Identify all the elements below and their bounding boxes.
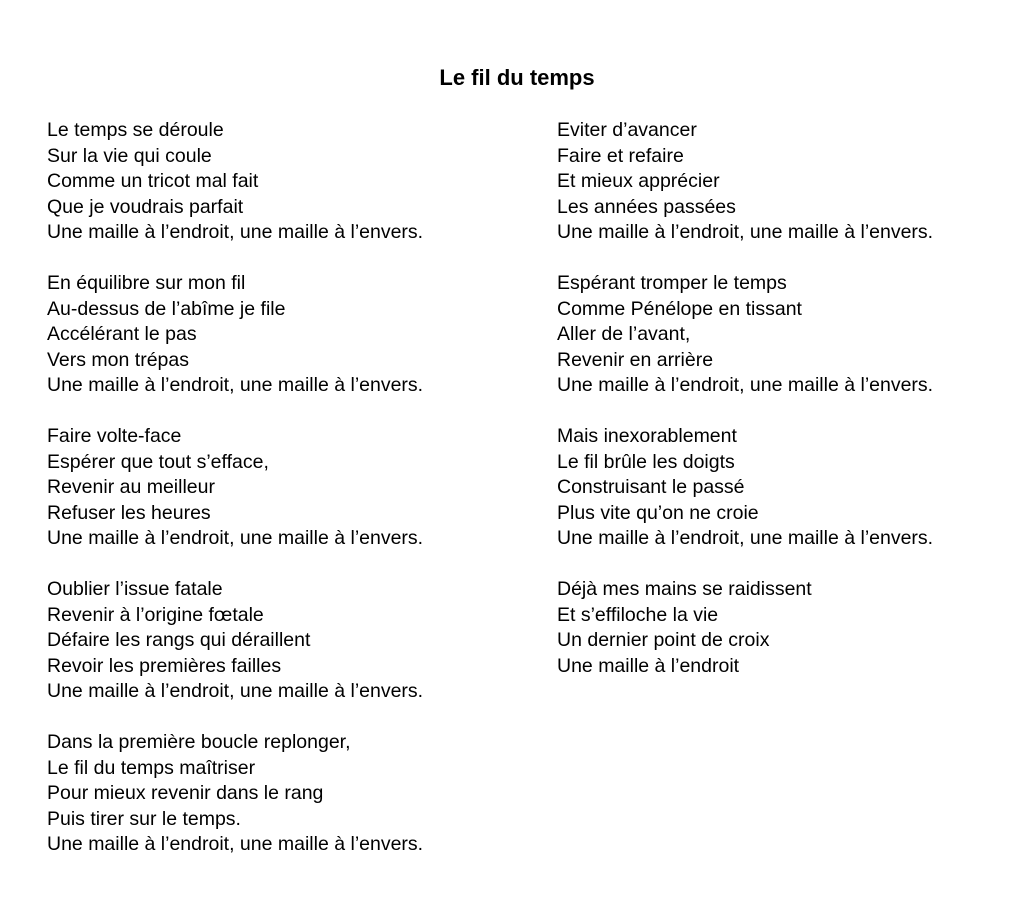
verse-line: Faire volte-face (47, 425, 182, 447)
verse-line: Espérer que tout s’efface, (47, 450, 269, 473)
verse-line: Mais inexorablement (557, 425, 737, 447)
poem-column-right (557, 118, 933, 705)
refrain-line: Une maille à l’endroit, une maille à l’envers. (557, 374, 934, 396)
verse-line: Revenir en arrière (557, 348, 714, 371)
verse-line: Comme un tricot mal fait (47, 170, 259, 192)
refrain-line: Une maille à l’endroit, une maille à l’envers. (47, 221, 424, 243)
verse-line: Sur la vie qui coule (47, 144, 212, 167)
stanza (47, 271, 423, 399)
verse-line: Et mieux apprécier (557, 170, 720, 192)
verse-line: Pour mieux revenir dans le rang (47, 782, 324, 804)
final-line: Une maille à l’endroit (557, 654, 740, 677)
verse-line: Déjà mes mains se raidissent (557, 578, 812, 600)
verse-line: Que je voudrais parfait (47, 195, 244, 218)
verse-line: Le fil du temps maîtriser (47, 756, 256, 779)
verse-line: Un dernier point de croix (557, 629, 770, 651)
verse-line: Dans la première boucle replonger, (47, 731, 351, 753)
verse-line: Faire et refaire (557, 144, 684, 167)
verse-line: Comme Pénélope en tissant (557, 297, 802, 320)
verse-line: Vers mon trépas (47, 348, 189, 371)
verse-line: Revenir à l’origine fœtale (47, 603, 264, 626)
refrain-line: Une maille à l’endroit, une maille à l’envers. (47, 527, 424, 549)
stanza (47, 577, 423, 705)
verse-line: Oublier l’issue fatale (47, 578, 223, 600)
refrain-line: Une maille à l’endroit, une maille à l’envers. (557, 527, 934, 549)
verse-line: Eviter d’avancer (557, 119, 697, 141)
stanza (557, 271, 933, 399)
verse-line: Accélérant le pas (47, 323, 197, 345)
verse-line: Au-dessus de l’abîme je file (47, 297, 286, 320)
stanza (557, 577, 933, 679)
verse-line: Construisant le passé (557, 476, 745, 498)
verse-line: Les années passées (557, 195, 736, 218)
poem-title: Le fil du temps (439, 65, 595, 90)
verse-line: Espérant tromper le temps (557, 272, 787, 294)
verse-line: Plus vite qu’on ne croie (557, 501, 759, 524)
verse-line: Le fil brûle les doigts (557, 450, 735, 473)
verse-line: Refuser les heures (47, 501, 211, 524)
stanza (47, 118, 423, 246)
poem-column-left (47, 118, 423, 883)
verse-line: Le temps se déroule (47, 119, 224, 141)
refrain-line: Une maille à l’endroit, une maille à l’envers. (47, 833, 424, 855)
verse-line: Revoir les premières failles (47, 654, 282, 677)
stanza (47, 424, 423, 552)
verse-line: Aller de l’avant, (557, 323, 691, 345)
stanza (47, 730, 423, 858)
stanza (557, 118, 933, 246)
refrain-line: Une maille à l’endroit, une maille à l’envers. (557, 221, 934, 243)
verse-line: Puis tirer sur le temps. (47, 807, 241, 830)
verse-line: Défaire les rangs qui déraillent (47, 629, 311, 651)
verse-line: Et s’effiloche la vie (557, 603, 719, 626)
refrain-line: Une maille à l’endroit, une maille à l’envers. (47, 680, 424, 702)
verse-line: En équilibre sur mon fil (47, 272, 246, 294)
refrain-line: Une maille à l’endroit, une maille à l’envers. (47, 374, 424, 396)
stanza (557, 424, 933, 552)
verse-line: Revenir au meilleur (47, 476, 215, 498)
